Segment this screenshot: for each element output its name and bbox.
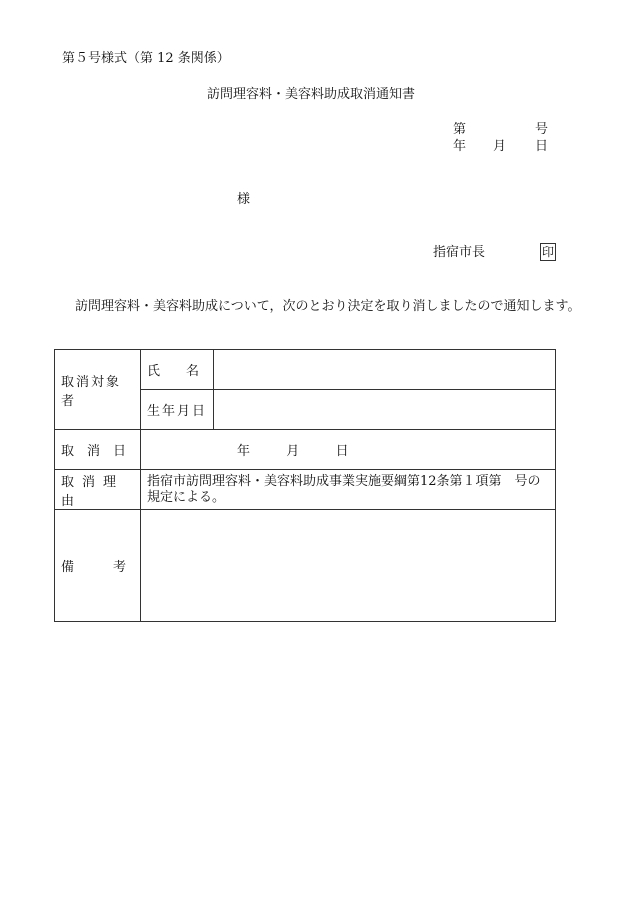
table-row-name [55,350,556,390]
table-row-cancel-date [55,430,556,470]
name-label: 氏 名 [141,350,214,390]
cancel-date-year: 年 [237,444,251,459]
cancellation-form-table [54,349,556,622]
cancel-date-month: 月 [286,444,300,459]
birthdate-field[interactable] [214,390,556,430]
reason-label: 取消理由 [55,470,141,510]
remarks-label: 備 考 [55,510,141,622]
table-row-reason [55,470,556,510]
cancel-date-label: 取 消 日 [55,430,141,470]
seal-mark: 印 [541,245,554,259]
issue-date-day: 日 [535,139,549,154]
cancel-date-day: 日 [335,444,349,459]
name-field[interactable] [214,350,556,390]
notice-body-text: 訪問理容料・美容料助成について，次のとおり決定を取り消しましたので通知します。 [75,299,581,314]
issue-number-prefix: 第 [453,122,467,137]
issue-number-suffix: 号 [535,122,549,137]
reason-text: 指宿市訪問理容料・美容料助成事業実施要綱第12条第１項第 号の規定による。 [141,470,556,510]
addressee-suffix: 様 [237,192,251,207]
form-number: 第５号様式（第 12 条関係） [62,51,230,66]
target-person-label: 取消対象者 [55,350,141,430]
issue-date-month: 月 [493,139,507,154]
remarks-field[interactable] [141,510,556,622]
cancel-date-field[interactable] [141,430,556,470]
issuer-name: 指宿市長 [433,245,486,260]
table-row-remarks [55,510,556,622]
birthdate-label: 生年月日 [141,390,214,430]
issue-date-year: 年 [453,139,467,154]
document-title: 訪問理容料・美容料助成取消通知書 [207,87,416,102]
